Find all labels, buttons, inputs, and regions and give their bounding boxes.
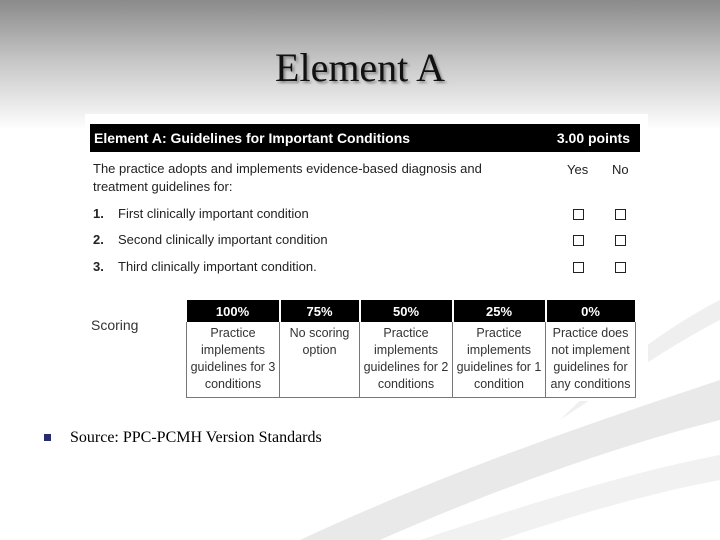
list-item [93,206,309,221]
scoring-cell: Practice implements guidelines for 3 conditions [187,322,280,398]
scoring-header-cell: 50% [360,300,453,322]
scoring-table [186,300,637,398]
slide-title: Element A [275,45,445,90]
list-item-text: First clinically important condition [118,206,309,221]
yes-checkbox-1[interactable] [573,209,584,220]
no-checkbox-1[interactable] [615,209,626,220]
source-note: Source: PPC-PCMH Version Standards [70,429,322,446]
scoring-header-cell: 0% [546,300,636,322]
scoring-label: Scoring [91,317,139,333]
list-item-text: Second clinically important condition [118,232,328,247]
yes-checkbox-3[interactable] [573,262,584,273]
no-checkbox-2[interactable] [615,235,626,246]
scoring-header-cell: 75% [280,300,360,322]
scoring-cell: No scoring option [280,322,360,398]
element-header-title: Element A: Guidelines for Important Conditions [94,130,411,146]
element-header-points: 3.00 points [556,130,630,146]
list-item-text: Third clinically important condition. [118,259,317,274]
scoring-header-row [187,300,636,322]
scoring-cell: Practice implements guidelines for 1 condition [453,322,546,398]
bullet-square-icon [44,434,51,441]
no-checkbox-3[interactable] [615,262,626,273]
yes-column-label: Yes [567,162,589,177]
list-item-number: 3. [93,259,104,274]
scoring-header-cell: 25% [453,300,546,322]
list-item-number: 1. [93,206,104,221]
scoring-body-row [187,322,636,398]
no-column-label: No [612,162,629,177]
element-a-panel [85,114,648,401]
list-item [93,232,328,247]
list-item [93,259,317,274]
element-header [90,124,640,152]
scoring-cell: Practice implements guidelines for 2 conditions [360,322,453,398]
element-intro: The practice adopts and implements evidence-based diagnosis and treatment guidelines for: [93,161,482,194]
scoring-cell: Practice does not implement guidelines for any conditions [546,322,636,398]
scoring-header-cell: 100% [187,300,280,322]
yes-checkbox-2[interactable] [573,235,584,246]
list-item-number: 2. [93,232,104,247]
